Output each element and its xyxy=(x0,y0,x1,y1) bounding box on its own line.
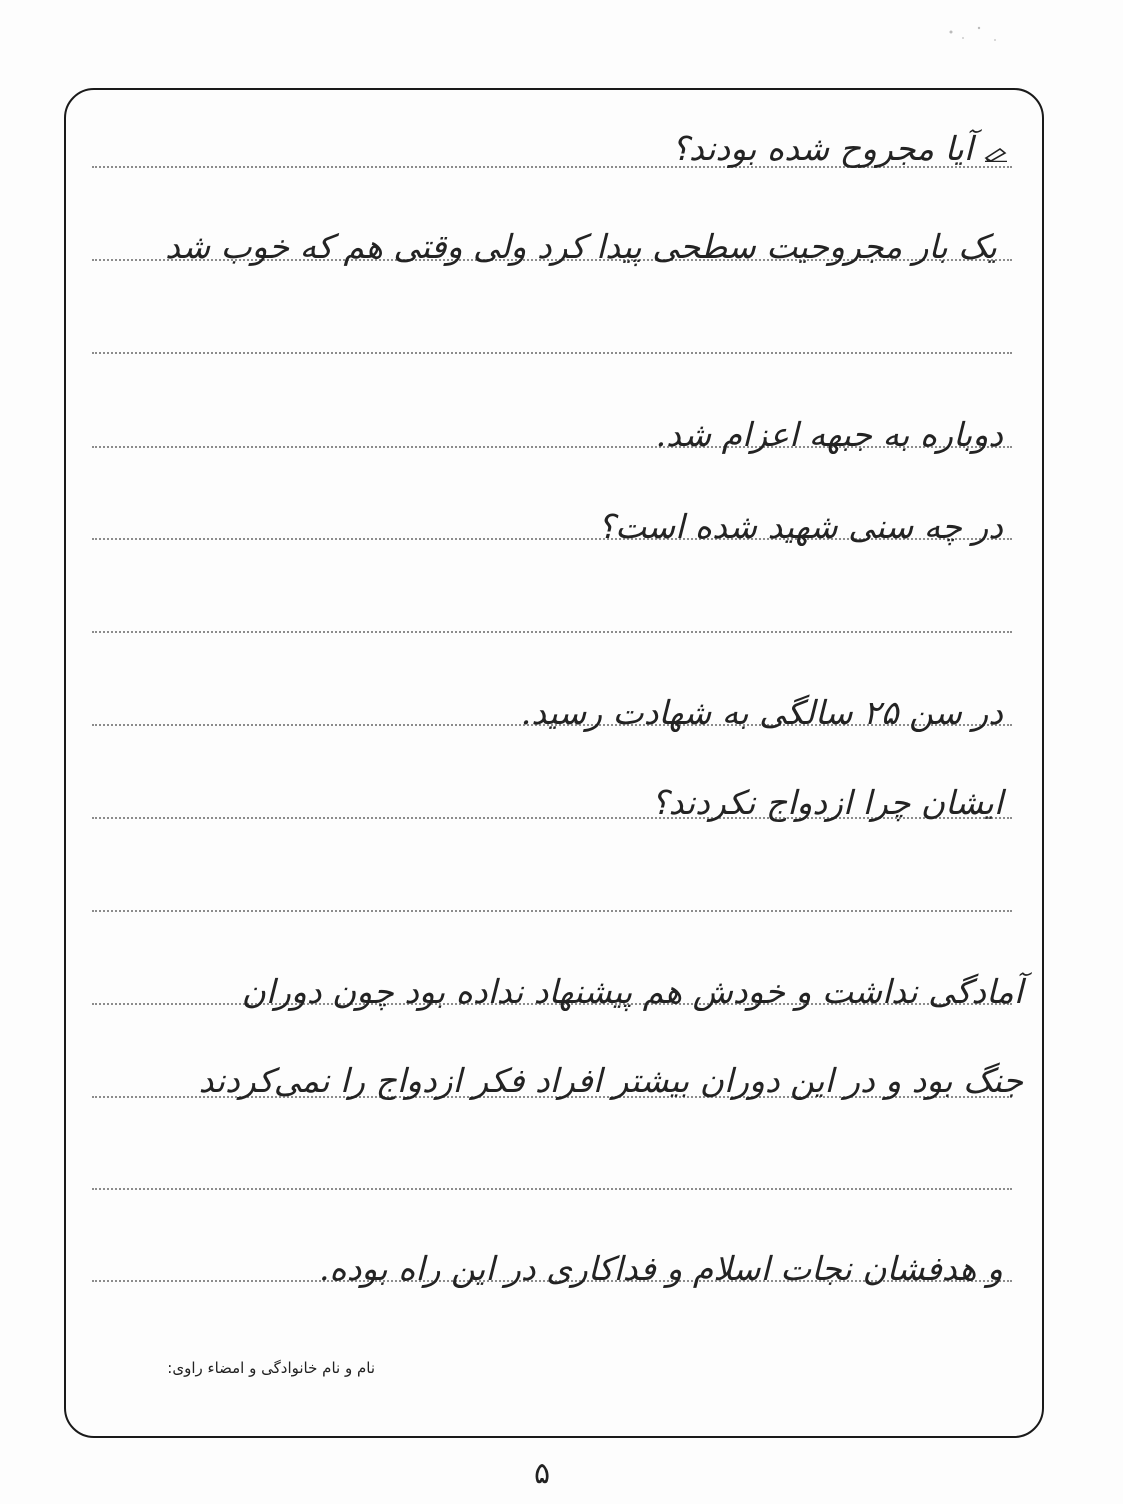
answer-marriage-line-2: جنگ بود و در این دوران بیشتر افراد فکر ازدواج را نمی‌کردند xyxy=(198,1061,1023,1100)
ruled-line xyxy=(92,631,1012,633)
question-marriage: ایشان چرا ازدواج نکردند؟ xyxy=(651,783,1003,822)
answer-age: در سن ۲۵ سالگی به شهادت رسید. xyxy=(520,693,1003,732)
answer-goal: و هدفشان نجات اسلام و فداکاری در این راه بوده. xyxy=(318,1249,1003,1288)
page-number: ۵ xyxy=(534,1456,551,1491)
narrator-signature-label: نام و نام خانوادگی و امضاء راوی: xyxy=(167,1359,375,1377)
ruled-line xyxy=(92,1188,1012,1190)
answer-wounded-line-1: یک بار مجروحیت سطحی پیدا کرد ولی وقتی هم که خوب شد xyxy=(165,227,997,266)
answer-wounded-line-2: دوباره به جبهه اعزام شد. xyxy=(655,415,1003,454)
pencil-icon xyxy=(984,146,1008,166)
answer-marriage-line-1: آمادگی نداشت و خودش هم پیشنهاد نداده بود چون دوران xyxy=(241,972,1023,1011)
scan-specks xyxy=(943,18,1003,48)
ruled-line xyxy=(92,352,1012,354)
page-frame xyxy=(64,88,1044,1438)
ruled-line xyxy=(92,910,1012,912)
question-age: در چه سنی شهید شده است؟ xyxy=(597,507,1003,546)
question-wounded: آیا مجروح شده بودند؟ xyxy=(671,129,973,168)
